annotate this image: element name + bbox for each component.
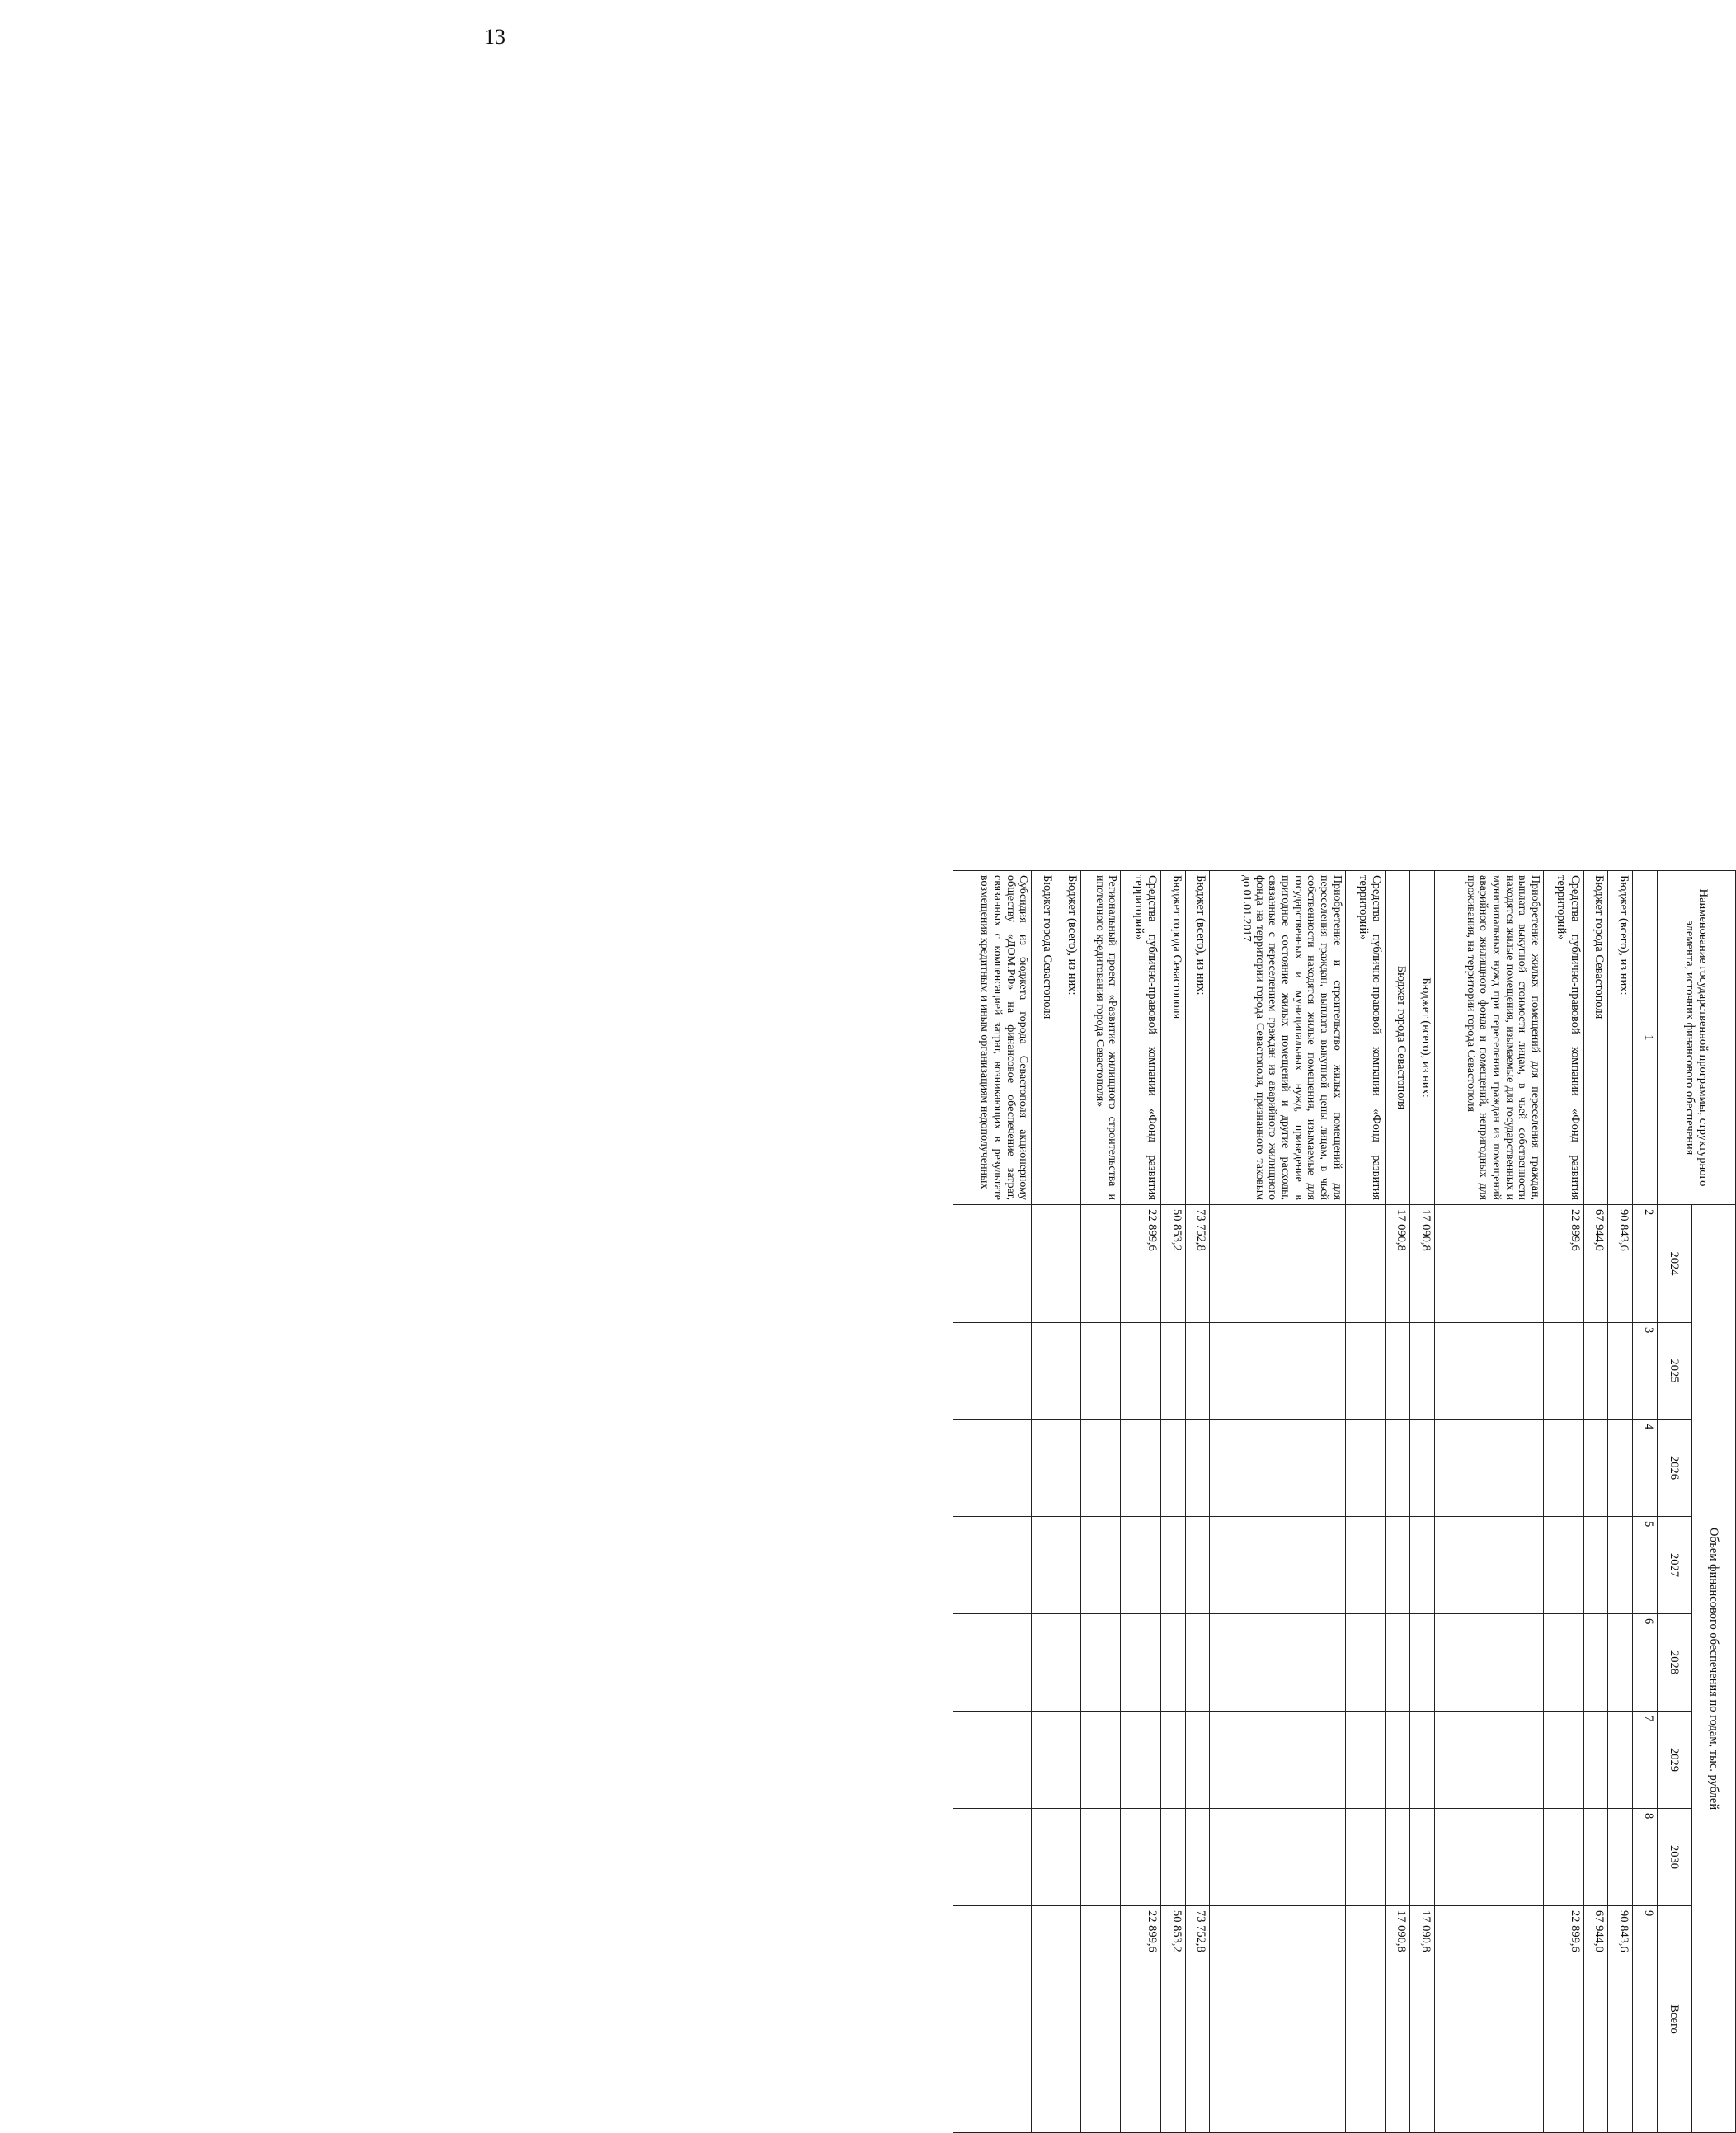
value-2024: 22 899,6	[1121, 1205, 1161, 1323]
value-total	[1434, 1906, 1543, 2133]
value-2024	[953, 1205, 1032, 1323]
column-number: 6	[1633, 1614, 1658, 1712]
row-name: Бюджет (всего), из них:	[1608, 871, 1633, 1205]
value-2024: 73 752,8	[1185, 1205, 1210, 1323]
row-name: Бюджет (всего), из них:	[1409, 871, 1434, 1205]
value-2024: 17 090,8	[1409, 1205, 1434, 1323]
table-row	[1434, 871, 1543, 2133]
row-name: Бюджет города Севастополя	[1161, 871, 1186, 1205]
financing-table	[953, 870, 1736, 2133]
row-name: Бюджет города Севастополя	[1032, 871, 1056, 1205]
value-total: 17 090,8	[1386, 1906, 1410, 2133]
page-number: 13	[484, 25, 506, 49]
table-row	[1409, 871, 1434, 2133]
table-row	[1386, 871, 1410, 2133]
column-number: 3	[1633, 1323, 1658, 1420]
value-total: 67 944,0	[1583, 1906, 1608, 2133]
table-row	[1121, 871, 1161, 2133]
year-header-2026: 2026	[1657, 1420, 1691, 1517]
column-number: 9	[1633, 1906, 1658, 2133]
value-2024	[1434, 1205, 1543, 1323]
year-header-2030: 2030	[1657, 1809, 1691, 1906]
value-total: 17 090,8	[1409, 1906, 1434, 2133]
row-name: Средства публично-правовой компании «Фонд развития территорий»	[1544, 871, 1584, 1205]
row-name: Бюджет (всего), из них:	[1185, 871, 1210, 1205]
table-row	[1210, 871, 1345, 2133]
column-number: 1	[1633, 871, 1658, 1205]
value-2024	[1032, 1205, 1056, 1323]
row-name: Приобретение жилых помещений для переселения граждан, выплата выкупной стоимости лицам, в чьей собственности находятся жилые помещения, изымаемые для государственных и муниципальных нужд при переселении граждан из помещений аварийного жилищного фонда и помещений, непригодных для проживания, на территории города Севастополя	[1434, 871, 1543, 1205]
table-row	[1583, 871, 1608, 2133]
rotated-table-container	[953, 870, 1736, 2132]
name-column-header: Наименование государственной программы, структурного элемента, источник финансового обеспечения	[1657, 871, 1735, 1205]
row-name: Региональный проект «Развитие жилищного строительства и ипотечного кредитования города Севастополя»	[1080, 871, 1121, 1205]
row-name: Средства публично-правовой компании «Фонд развития территорий»	[1121, 871, 1161, 1205]
table-row	[1608, 871, 1633, 2133]
column-number: 7	[1633, 1712, 1658, 1809]
table-row	[1080, 871, 1121, 2133]
table-row	[953, 871, 1032, 2133]
year-header-2029: 2029	[1657, 1712, 1691, 1809]
value-2024	[1210, 1205, 1345, 1323]
value-2024	[1345, 1205, 1386, 1323]
table-row	[1056, 871, 1081, 2133]
value-total	[1345, 1906, 1386, 2133]
table-row	[1161, 871, 1186, 2133]
table-row	[1345, 871, 1386, 2133]
column-number: 5	[1633, 1517, 1658, 1614]
row-name: Бюджет (всего), из них:	[1056, 871, 1081, 1205]
value-total	[1210, 1906, 1345, 2133]
value-total	[1032, 1906, 1056, 2133]
value-2024	[1056, 1205, 1081, 1323]
year-header-2024: 2024	[1657, 1205, 1691, 1323]
value-total: 22 899,6	[1121, 1906, 1161, 2133]
year-header-2027: 2027	[1657, 1517, 1691, 1614]
column-number: 2	[1633, 1205, 1658, 1323]
row-name: Средства публично-правовой компании «Фонд развития территорий»	[1345, 871, 1386, 1205]
row-name: Субсидия из бюджета города Севастополя акционерному обществу «ДОМ.РФ» на финансовое обеспечение затрат, связанных с компенсацией затрат, возникающих в результате возмещения кредитным и иным организациям недополученных	[953, 871, 1032, 1205]
value-2024: 90 843,6	[1608, 1205, 1633, 1323]
value-total	[1080, 1906, 1121, 2133]
year-header-2025: 2025	[1657, 1323, 1691, 1420]
value-total	[1056, 1906, 1081, 2133]
value-2024: 17 090,8	[1386, 1205, 1410, 1323]
table-row	[1544, 871, 1584, 2133]
row-name: Бюджет города Севастополя	[1386, 871, 1410, 1205]
value-2024: 50 853,2	[1161, 1205, 1186, 1323]
total-header: Всего	[1657, 1906, 1691, 2133]
value-2024	[1080, 1205, 1121, 1323]
year-header-2028: 2028	[1657, 1614, 1691, 1712]
row-name: Бюджет города Севастополя	[1583, 871, 1608, 1205]
value-2024: 22 899,6	[1544, 1205, 1584, 1323]
column-number: 4	[1633, 1420, 1658, 1517]
value-total: 73 752,8	[1185, 1906, 1210, 2133]
table-row	[1032, 871, 1056, 2133]
value-2024: 67 944,0	[1583, 1205, 1608, 1323]
value-total: 90 843,6	[1608, 1906, 1633, 2133]
financing-group-header: Объем финансового обеспечения по годам, тыс. рублей	[1692, 1205, 1736, 2133]
value-total: 22 899,6	[1544, 1906, 1584, 2133]
row-name: Приобретение и строительство жилых помещений для переселения граждан, выплата выкупной цены лицам, в чьей собственности находятся жилые помещения, изымаемые для государственных и муниципальных нужд, приведение в пригодное состояние жилых помещений и другие расходы, связанные с переселением граждан из аварийного жилищного фонда на территории города Севастополя, признанного таковым до 01.01.2017	[1210, 871, 1345, 1205]
table-row	[1185, 871, 1210, 2133]
value-total	[953, 1906, 1032, 2133]
value-total: 50 853,2	[1161, 1906, 1186, 2133]
column-number: 8	[1633, 1809, 1658, 1906]
